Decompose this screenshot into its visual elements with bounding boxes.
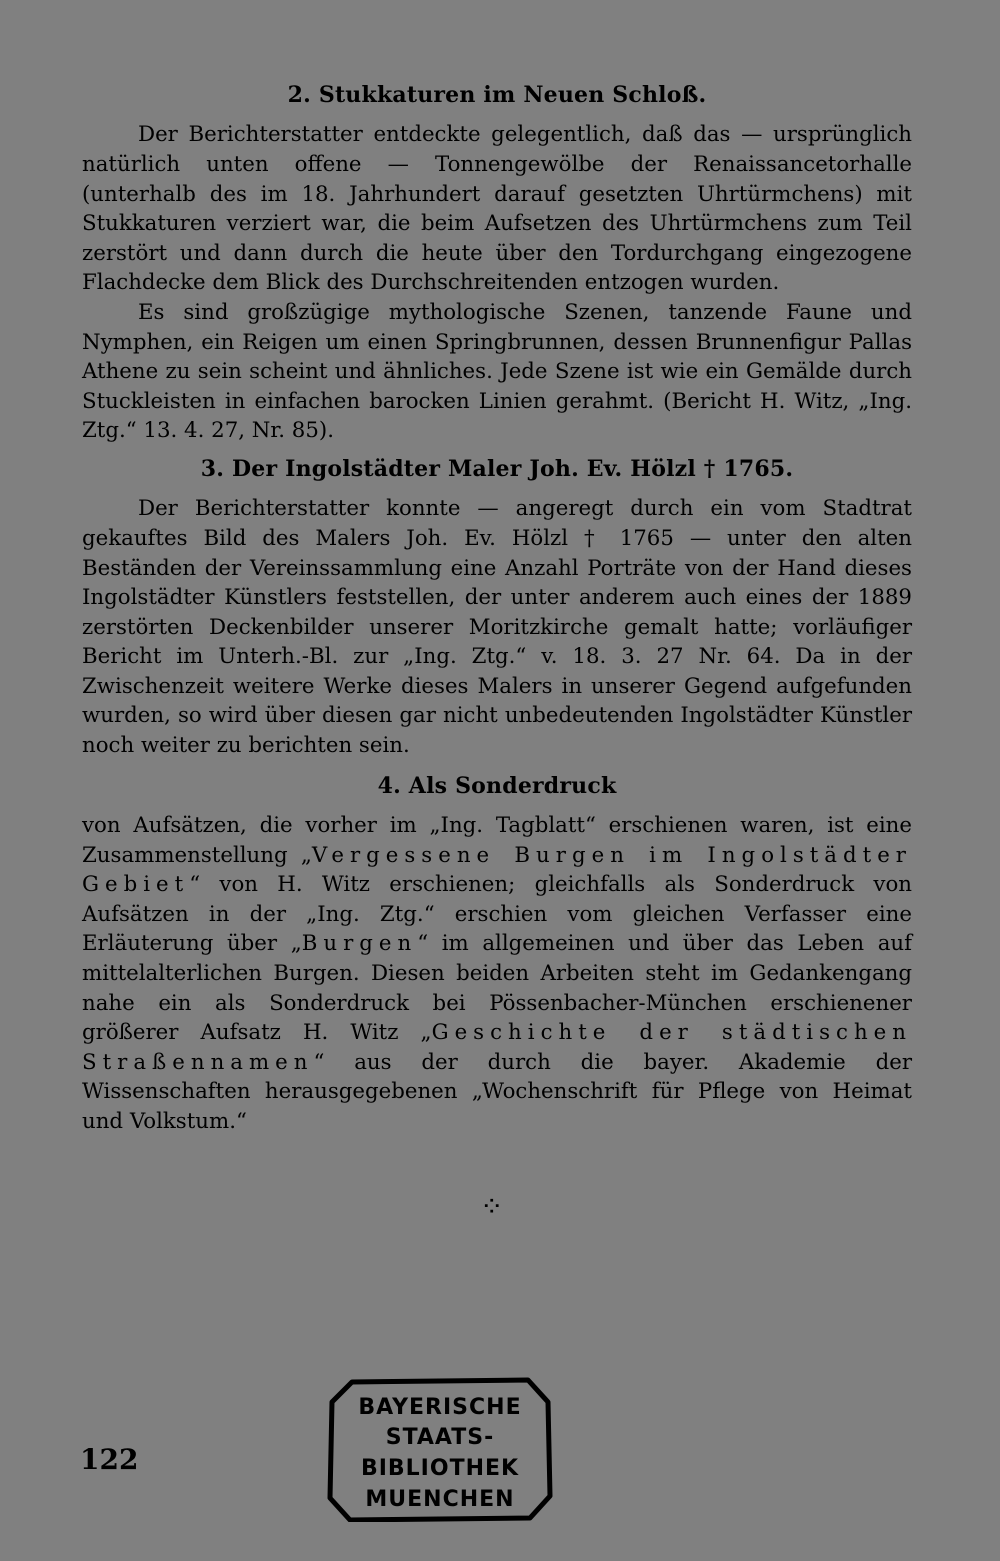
text-run: “ aus der durch die bayer. Akademie der Wissenschaften herausgegebenen „Wochenschrift für Pflege von Heimat und Volkstum.“ [82, 1049, 912, 1134]
paragraph: Der Berichterstatter konnte — angeregt durch ein vom Stadtrat gekauftes Bild des Malers Joh. Ev. Hölzl † 1765 — unter den alten Beständen der Vereinssammlung eine Anzahl Porträte von der Hand dieses Ingolstädter Künstlers feststellen, der unter anderem auch eines der 1889 zerstörten Deckenbilder unserer Moritzkirche gemalt hatte; vorläufiger Bericht im Unterh.-Bl. zur „Ing. Ztg.“ v. 18. 3. 27 Nr. 64. Da in der Zwischenzeit weitere Werke dieses Malers in unserer Gegend aufgefunden wurden, so wird über diesen gar nicht unbedeutenden Ingolstädter Künstler noch weiter zu berichten sein. [82, 496, 912, 759]
page-content [82, 82, 912, 1137]
spaced-title: Vergessene Burgen im Ingolstädter Gebiet [82, 842, 912, 898]
section-heading-hoelzl: 3. Der Ingolstädter Maler Joh. Ev. Hölzl † 1765. [200, 455, 794, 482]
text-run: “ im allgemeinen und über das Leben auf mittelalterlichen Burgen. Diesen beiden Arbeiten steht im Gedankengang nahe ein als Sonderdruck bei Pössenbacher-München erschienener größerer Aufsatz H. Witz „ [82, 931, 912, 1046]
spaced-title: Burgen [301, 931, 418, 957]
library-stamp [326, 1376, 554, 1522]
text-run: von Aufsätzen, die vorher im „Ing. Tagblatt“ erschienen waren, ist eine Zusammenstellung „ [82, 813, 912, 868]
paragraph: Es sind großzügige mythologische Szenen, tanzende Faune und Nymphen, ein Reigen um einen Springbrunnen, dessen Brunnenfigur Pallas Athene zu sein scheint und ähnliches. Jede Szene ist wie ein Gemälde durch Stuckleisten in einfachen barocken Linien gerahmt. (Bericht H. Witz, „Ing. Ztg.“ 13. 4. 27, Nr. 85). [82, 299, 912, 444]
stamp-line: STAATS- [385, 1425, 495, 1450]
section-heading-stukkaturen: 2. Stukkaturen im Neuen Schloß. [287, 82, 707, 108]
page-number: 122 [80, 1443, 139, 1476]
section-heading-sonderdruck: 4. Als Sonderdruck [377, 772, 617, 799]
ornament-icon: ⁘ [480, 1190, 504, 1223]
spaced-title: Geschichte der städtischen Straßennamen [82, 1020, 912, 1075]
paragraph: Der Berichterstatter entdeckte gelegentlich, daß das — ursprünglich natürlich unten offene — Tonnengewölbe der Renaissancetorhalle (unterhalb des im 18. Jahrhundert darauf gesetzten Uhrtürmchens) mit Stukkaturen verziert war, die beim Aufsetzen des Uhrtürmchens zum Teil zerstört und dann durch die heute über den Tordurchgang eingezogene Flachdecke dem Blick des Durchschreitenden entzogen wurden. [82, 122, 912, 296]
stamp-line: BIBLIOTHEK [360, 1456, 520, 1481]
stamp-line: MUENCHEN [365, 1487, 515, 1512]
paragraph [82, 811, 912, 1137]
stamp-line: BAYERISCHE [358, 1395, 522, 1420]
text-run: “ von H. Witz erschienen; gleichfalls als Sonderdruck von Aufsätzen in der „Ing. Ztg.“ erschien vom gleichen Verfasser eine Erläuterung über „ [82, 872, 912, 957]
